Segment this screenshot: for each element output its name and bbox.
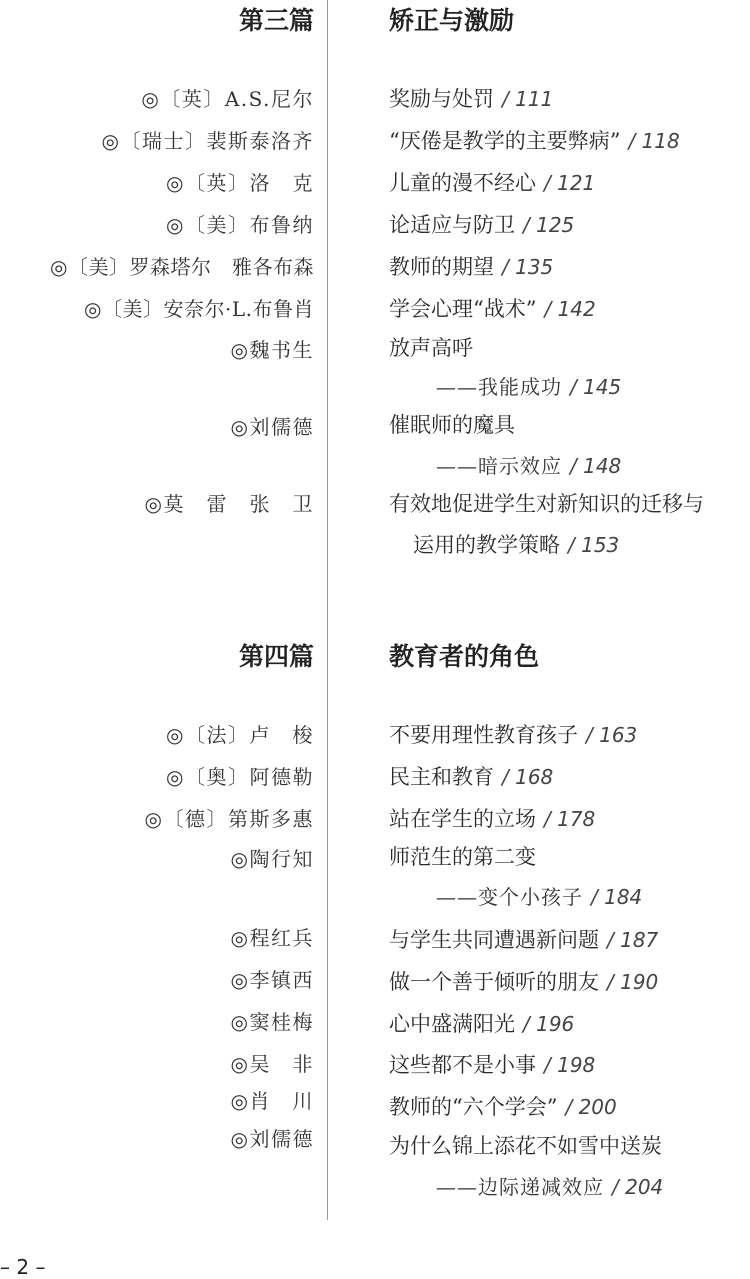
entry-title-text: 做一个善于倾听的朋友 <box>389 970 599 994</box>
part4-entry-2-title[interactable] <box>389 764 553 790</box>
part4-entry-10-subtitle[interactable] <box>436 1174 663 1200</box>
entry-subtitle-text: ——变个小孩子 <box>436 885 583 909</box>
part3-entry-4-title[interactable] <box>389 212 574 238</box>
entry-page-number: / 198 <box>544 1053 596 1077</box>
entry-subtitle-text: ——我能成功 <box>436 375 562 399</box>
part4-entry-7-title[interactable] <box>389 1011 574 1037</box>
entry-page-number: / 190 <box>607 970 659 994</box>
part4-title: 教育者的角色 <box>389 642 540 671</box>
part3-entry-5-author: ◎〔美〕罗森塔尔 雅各布森 <box>50 255 314 279</box>
page-number: – 2 – <box>0 1255 46 1279</box>
part4-entry-9-title[interactable] <box>389 1094 617 1120</box>
part4-entry-6-title[interactable] <box>389 969 658 995</box>
entry-page-number: / 196 <box>523 1012 575 1036</box>
entry-title-text: 教师的“六个学会” <box>389 1095 558 1119</box>
part4-entry-7-author: ◎窦桂梅 <box>230 1010 314 1034</box>
part4-entry-4-subtitle[interactable] <box>436 884 642 910</box>
entry-page-number: / 121 <box>544 171 596 195</box>
part3-entry-1-author: ◎〔英〕A.S.尼尔 <box>141 87 314 111</box>
part4-entry-10-author: ◎刘儒德 <box>230 1127 314 1151</box>
part3-entry-1-title[interactable] <box>389 86 553 112</box>
entry-title-text: 教师的期望 <box>389 255 494 279</box>
entry-title-text: 论适应与防卫 <box>389 213 515 237</box>
entry-page-number: / 135 <box>502 255 554 279</box>
entry-page-number: / 204 <box>612 1175 664 1199</box>
entry-title-text: 这些都不是小事 <box>389 1053 536 1077</box>
entry-page-number: / 184 <box>591 885 643 909</box>
entry-title-text: 儿童的漫不经心 <box>389 171 536 195</box>
part3-entry-4-author: ◎〔美〕布鲁纳 <box>166 213 314 237</box>
part3-entry-8-title[interactable]: 催眠师的魔具 <box>389 413 515 437</box>
part3-entry-9-author: ◎莫 雷 张 卫 <box>144 492 314 516</box>
entry-subtitle-text: ——边际递减效应 <box>436 1175 604 1199</box>
entry-page-number: / 168 <box>502 765 554 789</box>
part3-entry-8-author: ◎刘儒德 <box>230 415 314 439</box>
part4-entry-6-author: ◎李镇西 <box>230 968 314 992</box>
part4-entry-8-author: ◎吴 非 <box>230 1052 314 1076</box>
part3-entry-6-author: ◎〔美〕安奈尔·L.布鲁肖 <box>84 297 314 321</box>
part3-entry-7-title[interactable]: 放声高呼 <box>389 336 473 360</box>
part4-entry-4-author: ◎陶行知 <box>230 847 314 871</box>
part3-entry-2-author: ◎〔瑞士〕裴斯泰洛齐 <box>101 129 314 153</box>
part3-entry-6-title[interactable] <box>389 296 596 322</box>
entry-page-number: / 200 <box>565 1095 617 1119</box>
entry-page-number: / 153 <box>568 533 620 557</box>
part4-entry-3-title[interactable] <box>389 806 595 832</box>
entry-title-text: 奖励与处罚 <box>389 87 494 111</box>
part3-entry-2-title[interactable] <box>389 128 680 154</box>
entry-title-text: “厌倦是教学的主要弊病” <box>389 129 621 153</box>
entry-title-text: 学会心理“战术” <box>389 297 537 321</box>
part4-entry-9-author: ◎肖 川 <box>230 1089 314 1113</box>
part4-entry-10-title[interactable]: 为什么锦上添花不如雪中送炭 <box>389 1134 662 1158</box>
column-divider <box>327 0 328 1220</box>
part4-entry-3-author: ◎〔德〕第斯多惠 <box>144 807 314 831</box>
entry-page-number: / 111 <box>502 87 554 111</box>
part4-entry-1-title[interactable] <box>389 722 637 748</box>
entry-page-number: / 148 <box>570 454 622 478</box>
part3-entry-7-subtitle[interactable] <box>436 374 621 400</box>
entry-title-text: 运用的教学策略 <box>413 533 560 557</box>
part4-label: 第四篇 <box>238 642 314 671</box>
part3-entry-9-title-cont[interactable] <box>413 532 619 558</box>
part3-entry-8-subtitle[interactable] <box>436 453 621 479</box>
part3-entry-3-title[interactable] <box>389 170 595 196</box>
part4-entry-8-title[interactable] <box>389 1052 595 1078</box>
entry-title-text: 心中盛满阳光 <box>389 1012 515 1036</box>
entry-title-text: 站在学生的立场 <box>389 807 536 831</box>
part4-entry-4-title[interactable]: 师范生的第二变 <box>389 845 536 869</box>
entry-subtitle-text: ——暗示效应 <box>436 454 562 478</box>
part3-label: 第三篇 <box>238 6 314 35</box>
part3-entry-3-author: ◎〔英〕洛 克 <box>166 171 314 195</box>
entry-page-number: / 145 <box>570 375 622 399</box>
part3-entry-9-title[interactable]: 有效地促进学生对新知识的迁移与 <box>389 492 704 516</box>
entry-title-text: 民主和教育 <box>389 765 494 789</box>
entry-page-number: / 118 <box>628 129 680 153</box>
entry-title-text: 与学生共同遭遇新问题 <box>389 928 599 952</box>
part3-entry-5-title[interactable] <box>389 254 553 280</box>
part3-title: 矫正与激励 <box>389 6 515 35</box>
entry-page-number: / 125 <box>523 213 575 237</box>
part3-entry-7-author: ◎魏书生 <box>230 338 314 362</box>
entry-page-number: / 178 <box>544 807 596 831</box>
part4-entry-5-title[interactable] <box>389 927 658 953</box>
entry-page-number: / 187 <box>607 928 659 952</box>
part4-entry-1-author: ◎〔法〕卢 梭 <box>166 723 314 747</box>
part4-entry-5-author: ◎程红兵 <box>230 926 314 950</box>
entry-page-number: / 142 <box>544 297 596 321</box>
entry-title-text: 不要用理性教育孩子 <box>389 723 578 747</box>
part4-entry-2-author: ◎〔奥〕阿德勒 <box>166 765 314 789</box>
entry-page-number: / 163 <box>586 723 638 747</box>
